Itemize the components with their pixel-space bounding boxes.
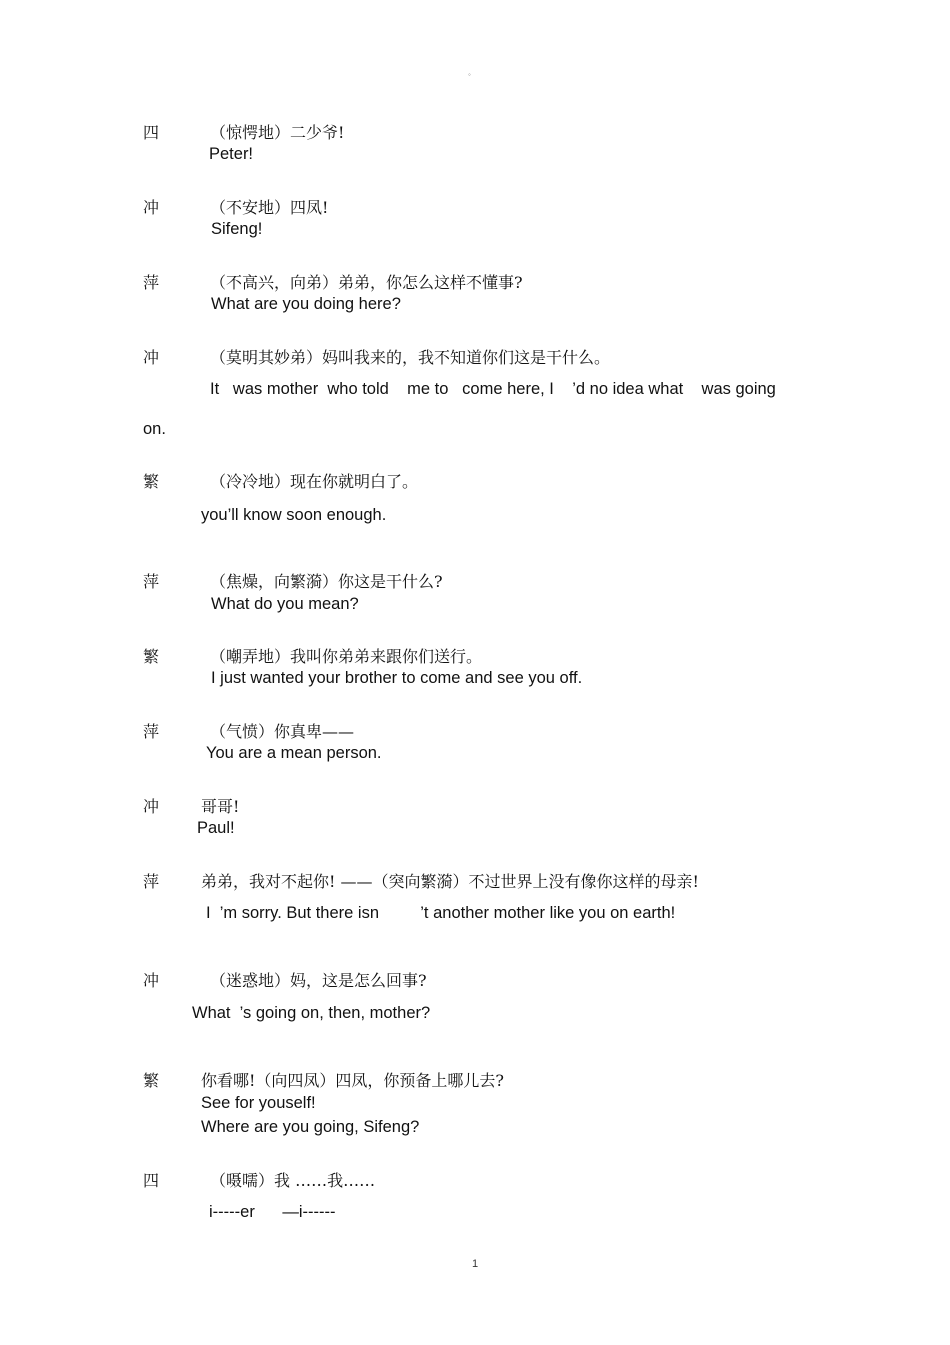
english-line: What do you mean? xyxy=(211,595,359,613)
english-line: Paul! xyxy=(197,819,235,837)
english-line: See for youself! xyxy=(201,1094,316,1112)
english-line: You are a mean person. xyxy=(206,744,382,762)
chinese-line: （气愤）你真卑—— xyxy=(210,722,355,741)
english-line: Where are you going, Sifeng? xyxy=(201,1118,420,1136)
speaker-label: 四 xyxy=(143,1171,160,1190)
english-line: What are you doing here? xyxy=(211,295,401,313)
speaker-label: 繁 xyxy=(143,472,160,491)
speaker-label: 萍 xyxy=(143,722,160,741)
chinese-line: （冷冷地）现在你就明白了。 xyxy=(210,472,419,491)
speaker-label: 冲 xyxy=(143,198,160,217)
speaker-label: 萍 xyxy=(143,572,160,591)
english-line: Peter! xyxy=(209,145,254,163)
speaker-label: 冲 xyxy=(143,797,160,816)
chinese-line: 哥哥! xyxy=(201,797,240,816)
chinese-line: （嘲弄地）我叫你弟弟来跟你们送行。 xyxy=(210,647,483,666)
english-line: I ’m sorry. But there isn ’t another mother like you on earth! xyxy=(206,904,676,922)
speaker-label: 繁 xyxy=(143,1071,160,1090)
english-line-continued: on. xyxy=(143,420,166,438)
speaker-label: 四 xyxy=(143,123,160,142)
chinese-line: （莫明其妙弟）妈叫我来的，我不知道你们这是干什么。 xyxy=(210,348,611,367)
chinese-line: （惊愕地）二少爷! xyxy=(210,123,345,142)
speaker-label: 繁 xyxy=(143,647,160,666)
english-line: What ’s going on, then, mother? xyxy=(192,1004,431,1022)
english-line: I just wanted your brother to come and see you off. xyxy=(211,669,583,687)
chinese-line: （嗫嚅）我 ……我…… xyxy=(210,1171,376,1190)
chinese-line: （焦燥，向繁漪）你这是干什么? xyxy=(210,572,443,591)
chinese-line: 弟弟，我对不起你! ——（突向繁漪）不过世界上没有像你这样的母亲! xyxy=(201,872,699,891)
chinese-line: （不高兴，向弟）弟弟，你怎么这样不懂事? xyxy=(210,273,523,292)
speaker-label: 冲 xyxy=(143,348,160,367)
page-number: 1 xyxy=(472,1258,479,1270)
english-line: It was mother who told me to come here, I ’d no idea what was going xyxy=(210,380,776,398)
english-line: you’ll know soon enough. xyxy=(201,506,387,524)
english-line: Sifeng! xyxy=(211,220,263,238)
speaker-label: 萍 xyxy=(143,273,160,292)
header-mark: ◦ xyxy=(468,70,471,79)
speaker-label: 萍 xyxy=(143,872,160,891)
chinese-line: （不安地）四凤! xyxy=(210,198,329,217)
chinese-line: （迷惑地）妈，这是怎么回事? xyxy=(210,971,427,990)
speaker-label: 冲 xyxy=(143,971,160,990)
chinese-line: 你看哪!（向四凤）四凤，你预备上哪儿去? xyxy=(201,1071,505,1090)
english-line: i-----er —i------ xyxy=(209,1203,336,1221)
